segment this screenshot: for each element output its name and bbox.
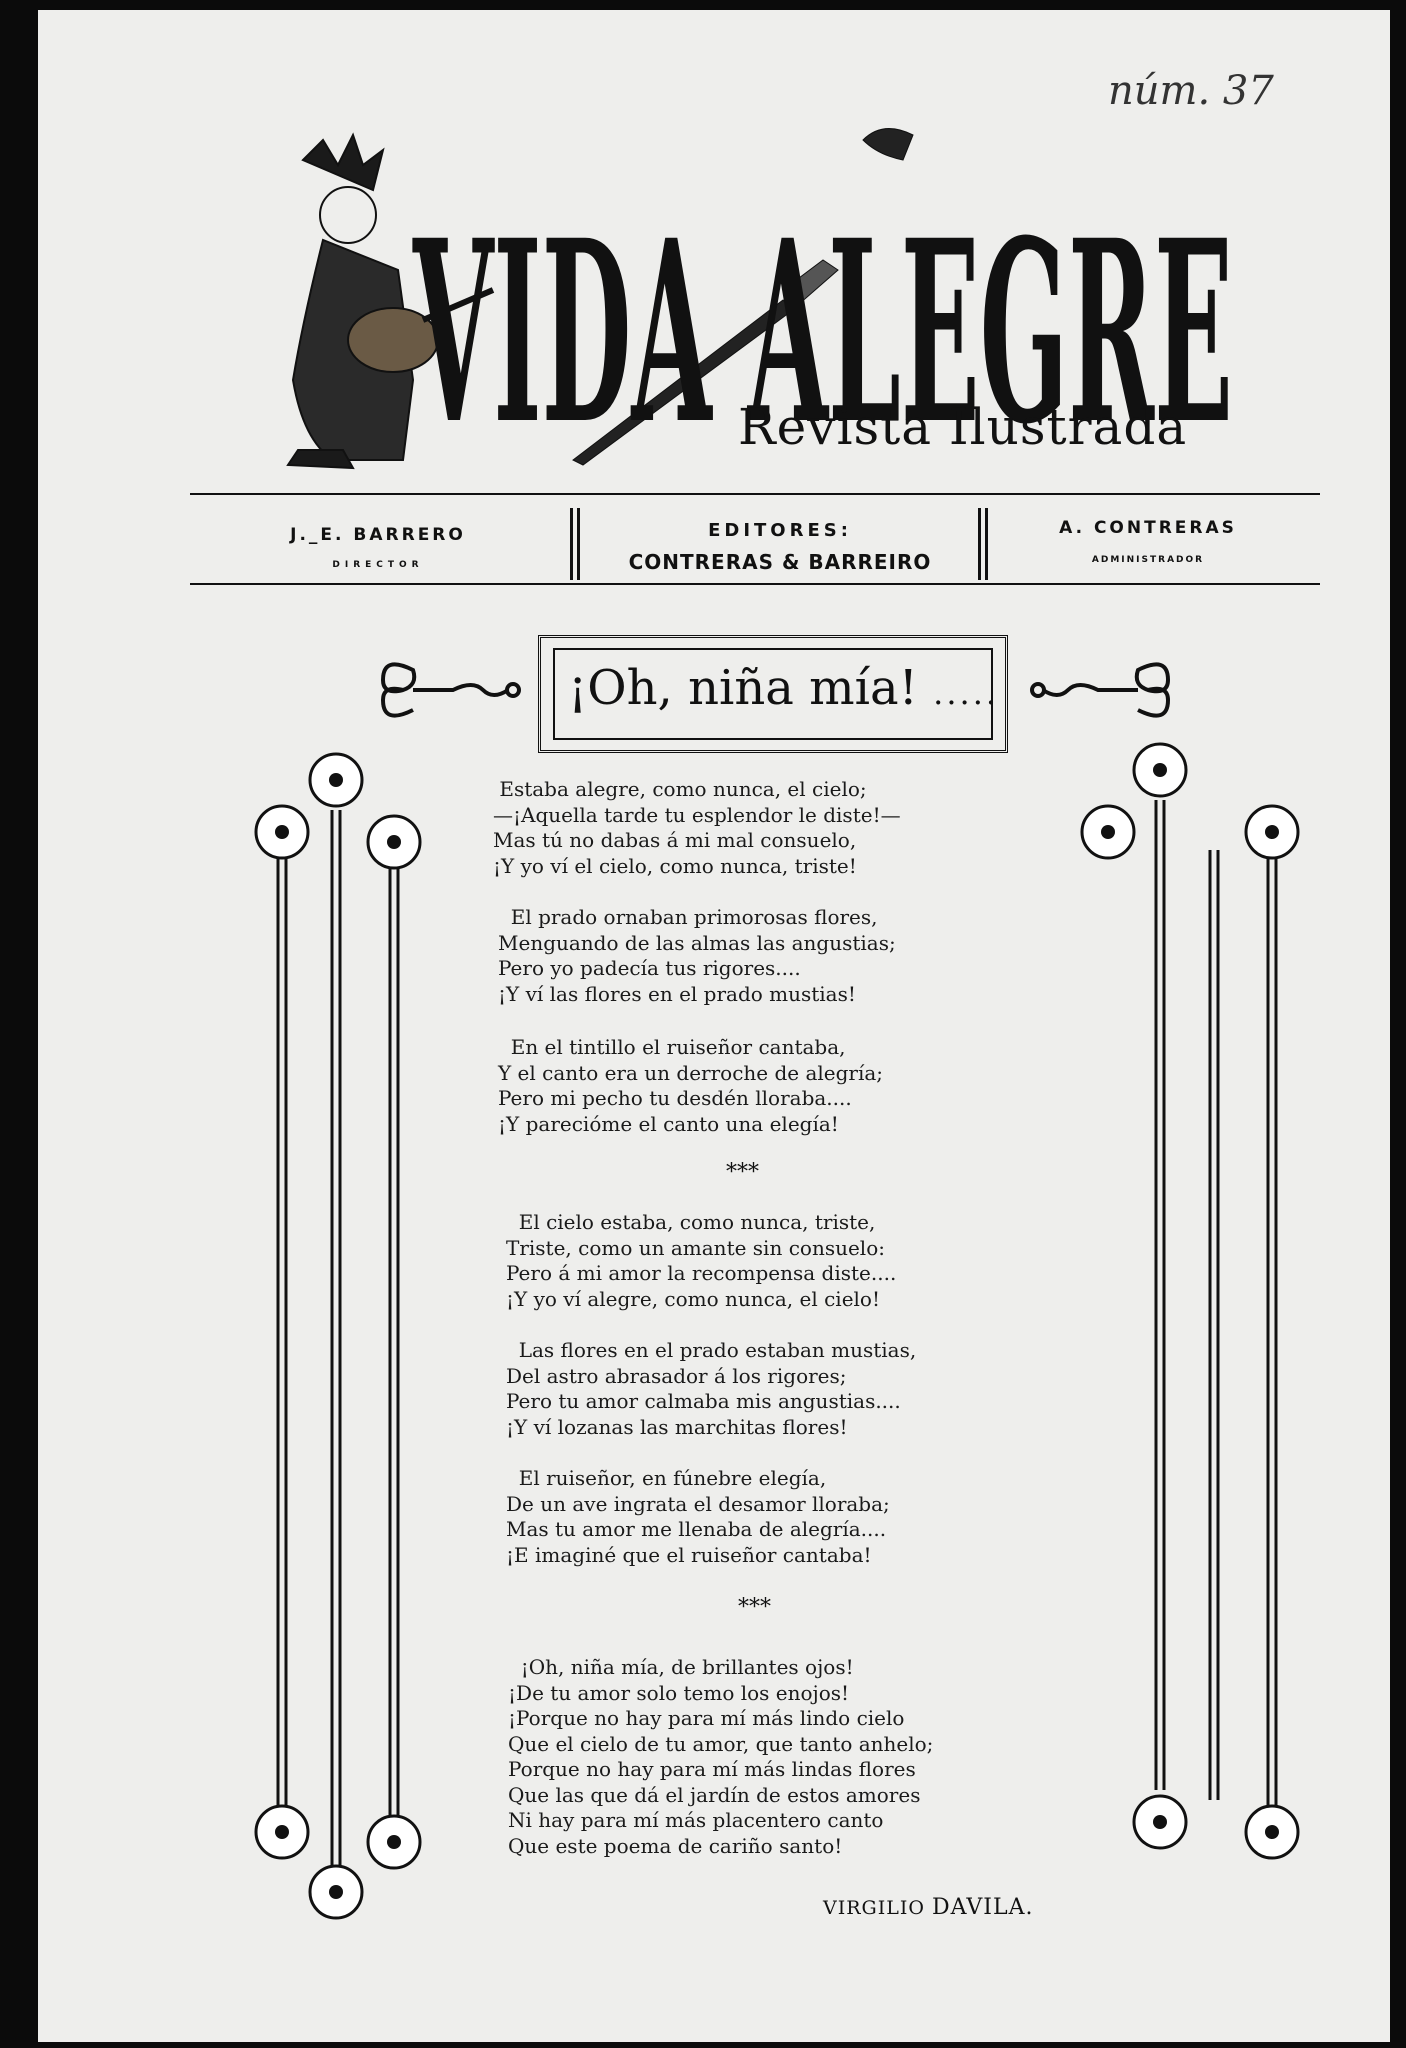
director-role: DIRECTOR: [332, 560, 424, 570]
masthead-subtitle: Revista Ilustrada: [738, 398, 1188, 456]
magazine-page: [38, 10, 1390, 2042]
asterism-2: ***: [738, 1595, 771, 1620]
poem-stanza-5: Las flores en el prado estaban mustias, Del astro abrasador á los rigores; Pero tu amor calmaba mis angustias.... ¡Y ví lozanas las marchitas flores!: [506, 1338, 917, 1439]
left-column-ornament: [238, 750, 468, 1980]
author-first-name: VIRGILIO: [823, 1897, 925, 1919]
editors-names: CONTRERAS & BARREIRO: [628, 550, 932, 574]
staff-divider-right-b: [985, 508, 988, 580]
poem-stanza-7: ¡Oh, niña mía, de brillantes ojos! ¡De tu amor solo temo los enojos! ¡Porque no hay para mí más lindo cielo Que el cielo de tu amor, que tanto anhelo; Porque no hay para mí más lindas flores Que las que dá el jardín de estos amores Ni hay para mí más placentero canto Que este poema de cariño santo!: [508, 1655, 934, 1858]
staff-divider-left-b: [577, 508, 580, 580]
scroll-ornament-left-icon: [373, 650, 528, 730]
poem-title-text: ¡Oh, niña mía!: [568, 660, 918, 716]
poem-stanza-3: En el tintillo el ruiseñor cantaba, Y el canto era un derroche de alegría; Pero mi pecho tu desdén lloraba.... ¡Y parecióme el canto una elegía!: [498, 1035, 884, 1136]
staff-divider-right-a: [978, 508, 981, 580]
editors-heading: EDITORES:: [708, 520, 852, 541]
scroll-ornament-right-icon: [1023, 650, 1178, 730]
administrator-role: ADMINISTRADOR: [1091, 555, 1205, 565]
staff-top-rule: [190, 493, 1320, 495]
administrator-name: A. CONTRERAS: [1059, 518, 1237, 538]
right-column-ornament: [1078, 740, 1308, 1880]
director-name: J._E. BARRERO: [290, 525, 466, 545]
author-last-name: DAVILA.: [931, 1895, 1034, 1920]
poem-stanza-6: El ruiseñor, en fúnebre elegía, De un ave ingrata el desamor lloraba; Mas tu amor me llenaba de alegría.... ¡E imaginé que el ruiseñor cantaba!: [506, 1466, 890, 1567]
staff-bottom-rule: [190, 583, 1320, 585]
poem-title: [568, 660, 999, 716]
asterism-1: ***: [726, 1160, 759, 1185]
author-signature: [823, 1895, 1033, 1920]
staff-divider-left-a: [570, 508, 573, 580]
masthead-title: VIDA ALEGRE: [412, 185, 1233, 479]
poem-title-dots: .....: [933, 674, 1000, 712]
poem-stanza-1: Estaba alegre, como nunca, el cielo; —¡Aquella tarde tu esplendor le diste!— Mas tú no dabas á mi mal consuelo, ¡Y yo ví el cielo, como nunca, triste!: [493, 777, 901, 878]
poem-stanza-4: El cielo estaba, como nunca, triste, Triste, como un amante sin consuelo: Pero á mi amor la recompensa diste.... ¡Y yo ví alegre, como nunca, el cielo!: [506, 1210, 897, 1311]
poem-stanza-2: El prado ornaban primorosas flores, Menguando de las almas las angustias; Pero yo padecía tus rigores.... ¡Y ví las flores en el prado mustias!: [498, 905, 896, 1006]
handwritten-issue-number: núm. 37: [1108, 68, 1274, 114]
